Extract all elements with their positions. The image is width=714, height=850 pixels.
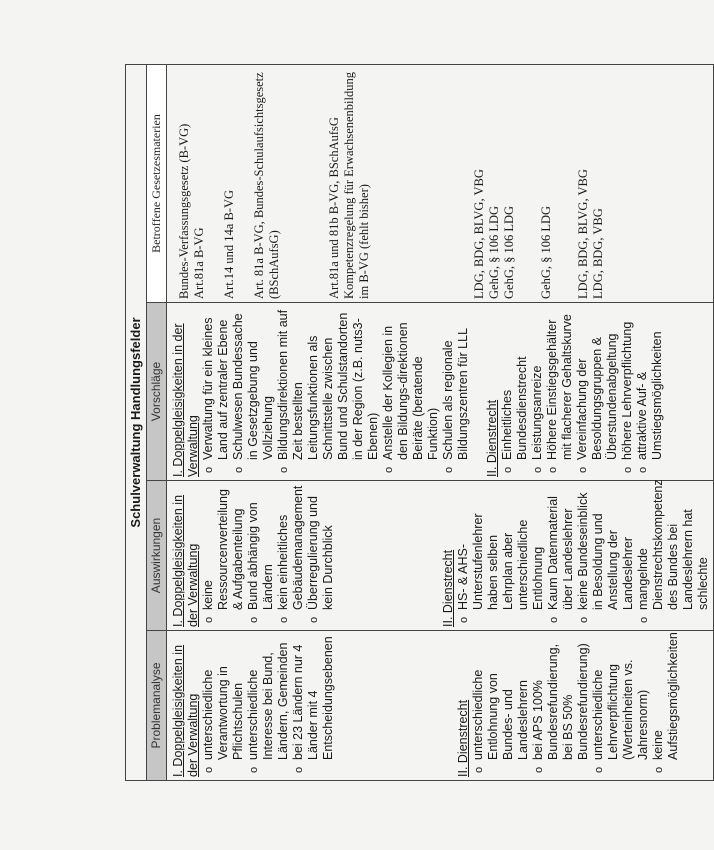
header-gesetzesmaterien: Betroffene Gesetzesmaterien [147,64,167,302]
bullet-icon: o [293,766,305,773]
bullet-icon: o [548,616,560,623]
list-item: o Kaum Datenmaterial über Landeslehrer [546,496,575,623]
bullet-icon: o [547,466,559,473]
auswirkungen-section2-heading: II. Dienstrecht [441,549,455,627]
bullet-icon: o [638,616,650,623]
list-item: o kein einheitliches Gebäudemanagement [276,485,305,623]
bullet-icon: o [578,616,590,623]
table-title: Schulverwaltung Handlungsfelder [126,64,147,780]
law-line: Art.81a und 81b B-VG, BSchAufsG Kompetenzregelung für Erwachsenenbildung im B-VG (fehlt bisher) [327,71,371,299]
list-item: o bei 23 Ländern nur 4 Länder mit 4 Entscheidungsebenen [291,636,335,773]
auswirkungen-section1-heading: I. Doppelgleisigkeiten in der Verwaltung [171,494,200,627]
vorschlaege-section2-heading: II. Dienstrecht [485,399,499,477]
law-line: LDG, BDG, VBG [591,208,605,299]
problem-section1-heading: I. Doppelgleisigkeiten in der Verwaltung [171,644,200,777]
problem-section2-list [471,634,681,777]
cell-vorschlaege [167,303,714,481]
header-auswirkungen: Auswirkungen [147,481,167,631]
bullet-icon: o [622,466,634,473]
list-item: o Schulwesen Bundessache in Gesetzgebung und Vollziehung [231,313,275,473]
bullet-icon: o [577,466,589,473]
bullet-icon: o [502,466,514,473]
law-line: Art.14 und 14a B-VG [222,189,236,299]
bullet-icon: o [203,466,215,473]
cell-gesetzesmaterien [167,64,714,302]
law-line: LDG, BDG, BLVG, VBG [472,169,486,299]
bullet-icon: o [248,766,260,773]
bullet-icon: o [233,466,245,473]
list-item: o Bund abhängig von Ländern [246,502,275,623]
law-line: GehG, § 106 LDG [487,205,501,299]
bullet-icon: o [653,766,665,773]
handlungsfelder-table [125,64,714,781]
bullet-icon: o [443,466,455,473]
bullet-icon: o [203,616,215,623]
bullet-icon: o [473,766,485,773]
list-item: o Vereinfachung der Besoldungsgruppen & Überstundenabgeltung [575,333,619,473]
header-problemanalyse: Problemanalyse [147,631,167,781]
law-line: LDG, BDG, BLVG, VBG [576,169,590,299]
law-line: Art. 81a B-VG, Bundes-Schulaufsichtsgesetz (BSchAufsG) [252,72,281,299]
bullet-icon: o [278,466,290,473]
list-item: o Anstelle der Kollegien in den Bildungs-direktionen Beiräte (beratende Funktion) [381,322,440,473]
problem-section2-heading: II. Dienstrecht [456,699,470,777]
law-line: GehG, § 106 LDG [539,205,553,299]
list-item: o bei APS 100% Bundesrefundierung, bei BS 50% Bundesrefundierung) [531,643,590,773]
list-item: o keine Aufstiegsmöglichkeiten [651,632,680,773]
list-item: o Einheitliches Bundesdienstrecht [500,356,529,473]
list-item: o keine Ressourcenverteilung & Aufgabenteilung [201,489,245,623]
cell-problemanalyse [167,631,714,781]
bullet-icon: o [593,766,605,773]
list-item: o Leistungsanreize [530,365,544,473]
list-item: o höhere Lehrverpflichtung [620,321,634,473]
list-item: o mangelnde Dienstrechtskompetenz des Bundes bei Landeslehrern hat schlechte [636,479,710,623]
bullet-icon: o [383,466,395,473]
rotated-table-container [125,65,710,781]
list-item: o Schulen als regionale Bildungszentren für LLL [441,327,470,473]
vorschlaege-section1-heading: I. Doppelgleisigkeiten in der Verwaltung [171,323,200,477]
bullet-icon: o [308,616,320,623]
list-item: o Bildungsdirektionen mit auf Zeit bestellten Leitungsfunktionen als Schnittstelle zwischen Bund und Schulstandorten in der Region (z.B. nuts3-Ebenen) [276,309,380,473]
bullet-icon: o [532,466,544,473]
vorschlaege-section2-list [500,306,665,477]
list-item: o HS- & AHS-Unterstufenlehrer haben selben Lehrplan aber unterschiedliche Entlohnung [456,513,545,623]
auswirkungen-section2-list [456,479,711,627]
list-item: o Verwaltung für ein kleines Land auf zentraler Ebene [201,317,230,473]
auswirkungen-section1-list [201,484,336,627]
list-item: o unterschiedliche Lehrverpflichtung (Werteinheiten vs. Jahresnorm) [591,659,650,773]
header-vorschlaege: Vorschläge [147,303,167,481]
bullet-icon: o [637,466,649,473]
bullet-icon: o [278,616,290,623]
list-item: o keine Bundeseinblick in Besoldung und Anstellung der Landeslehrer [576,492,635,623]
problem-section1-list [201,634,336,777]
vorschlaege-section1-list [201,306,471,477]
list-item: o unterschiedliche Verantwortung in Pflichtschulen [201,666,245,773]
bullet-icon: o [458,616,470,623]
list-item: o unterschiedliche Entlohnung von Bundes- und Landeslehrern [471,669,530,773]
list-item: o attraktive Auf- & Umstiegsmöglichkeiten [635,331,664,473]
list-item: o unterschiedliche Interesse bei Bund, Ländern, Gemeinden [246,642,290,773]
bullet-icon: o [203,766,215,773]
law-line: Art.81a B-VG [192,227,206,299]
list-item: o Höhere Einstiegsgehälter mit flacherer Gehaltskurve [545,314,574,473]
cell-auswirkungen [167,481,714,631]
list-item: o Überregulierung und kein Durchblick [306,496,335,623]
law-line: GehG, § 106 LDG [502,205,516,299]
bullet-icon: o [533,766,545,773]
bullet-icon: o [248,616,260,623]
law-line: Bundes-Verfassungsgesetz (B-VG) [177,123,191,299]
